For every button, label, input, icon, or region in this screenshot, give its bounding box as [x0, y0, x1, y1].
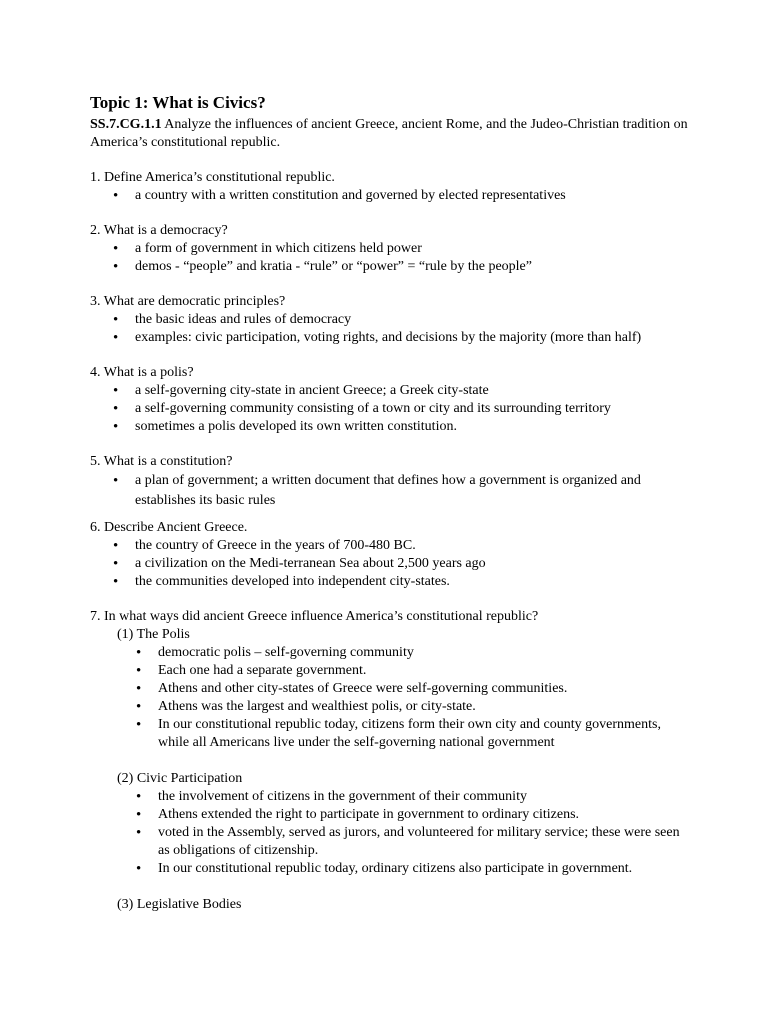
- question-1: [90, 169, 688, 205]
- answer-item: • examples: civic participation, voting rights, and decisions by the majority (more than half): [113, 329, 688, 347]
- subsection-title: (1) The Polis: [117, 627, 190, 642]
- answer-item: • the involvement of citizens in the government of their community: [136, 788, 688, 806]
- answer-list: [90, 311, 688, 347]
- answer-list: [90, 240, 688, 276]
- question-2: [90, 222, 688, 276]
- question-text: 1. Define America’s constitutional republic.: [90, 170, 335, 185]
- question-text: 4. What is a polis?: [90, 365, 194, 380]
- standard-code: SS.7.CG.1.1: [90, 117, 162, 132]
- subsection-title: (3) Legislative Bodies: [117, 897, 242, 912]
- subsection-legislative-bodies: [117, 896, 688, 914]
- answer-item: • Each one had a separate government.: [136, 662, 688, 680]
- answer-list: [117, 788, 688, 878]
- answer-item: • the basic ideas and rules of democracy: [113, 311, 688, 329]
- subsection-title: (2) Civic Participation: [117, 771, 243, 786]
- question-6: [90, 519, 688, 591]
- answer-list: [117, 644, 688, 752]
- answer-item: • Athens extended the right to participate in government to ordinary citizens.: [136, 806, 688, 824]
- question-5: [90, 453, 688, 511]
- question-7: [90, 608, 688, 914]
- question-text: 2. What is a democracy?: [90, 223, 228, 238]
- answer-item: • the country of Greece in the years of 700-480 BC.: [113, 537, 688, 555]
- standard-text: Analyze the influences of ancient Greece, ancient Rome, and the Judeo-Christian tradition on America’s constitutional republic.: [90, 117, 688, 150]
- subsection-civic-participation: [117, 770, 688, 878]
- answer-item: • a self-governing city-state in ancient Greece; a Greek city-state: [113, 382, 688, 400]
- answer-item: • demos - “people” and kratia - “rule” or “power” = “rule by the people”: [113, 258, 688, 276]
- answer-list: [90, 187, 688, 205]
- question-text: 7. In what ways did ancient Greece influence America’s constitutional republic?: [90, 609, 539, 624]
- question-3: [90, 293, 688, 347]
- answer-item: • In our constitutional republic today, ordinary citizens also participate in government.: [136, 860, 688, 878]
- answer-item: • a plan of government; a written document that defines how a government is organized and establishes its basic rules: [113, 471, 688, 511]
- answer-item: • sometimes a polis developed its own written constitution.: [113, 418, 688, 436]
- answer-item: • democratic polis – self-governing community: [136, 644, 688, 662]
- question-text: 6. Describe Ancient Greece.: [90, 520, 248, 535]
- answer-item: • voted in the Assembly, served as jurors, and volunteered for military service; these were seen as obligations of citizenship.: [136, 824, 688, 860]
- answer-item: • the communities developed into independent city-states.: [113, 573, 688, 591]
- answer-list: [90, 537, 688, 591]
- page-title: Topic 1: What is Civics?: [90, 93, 266, 112]
- answer-item: • Athens and other city-states of Greece were self-governing communities.: [136, 680, 688, 698]
- answer-item: • a form of government in which citizens held power: [113, 240, 688, 258]
- answer-list: [90, 471, 688, 511]
- subsection-polis: [117, 626, 688, 752]
- standard-statement: [90, 116, 688, 152]
- answer-item: • a country with a written constitution and governed by elected representatives: [113, 187, 688, 205]
- answer-item: • a self-governing community consisting of a town or city and its surrounding territory: [113, 400, 688, 418]
- answer-item: • a civilization on the Medi-terranean Sea about 2,500 years ago: [113, 555, 688, 573]
- answer-item: • In our constitutional republic today, citizens form their own city and county governments, while all Americans live under the self-governing national government: [136, 716, 688, 752]
- answer-list: [90, 382, 688, 436]
- question-4: [90, 364, 688, 436]
- question-text: 5. What is a constitution?: [90, 454, 233, 469]
- answer-item: • Athens was the largest and wealthiest polis, or city-state.: [136, 698, 688, 716]
- question-text: 3. What are democratic principles?: [90, 294, 286, 309]
